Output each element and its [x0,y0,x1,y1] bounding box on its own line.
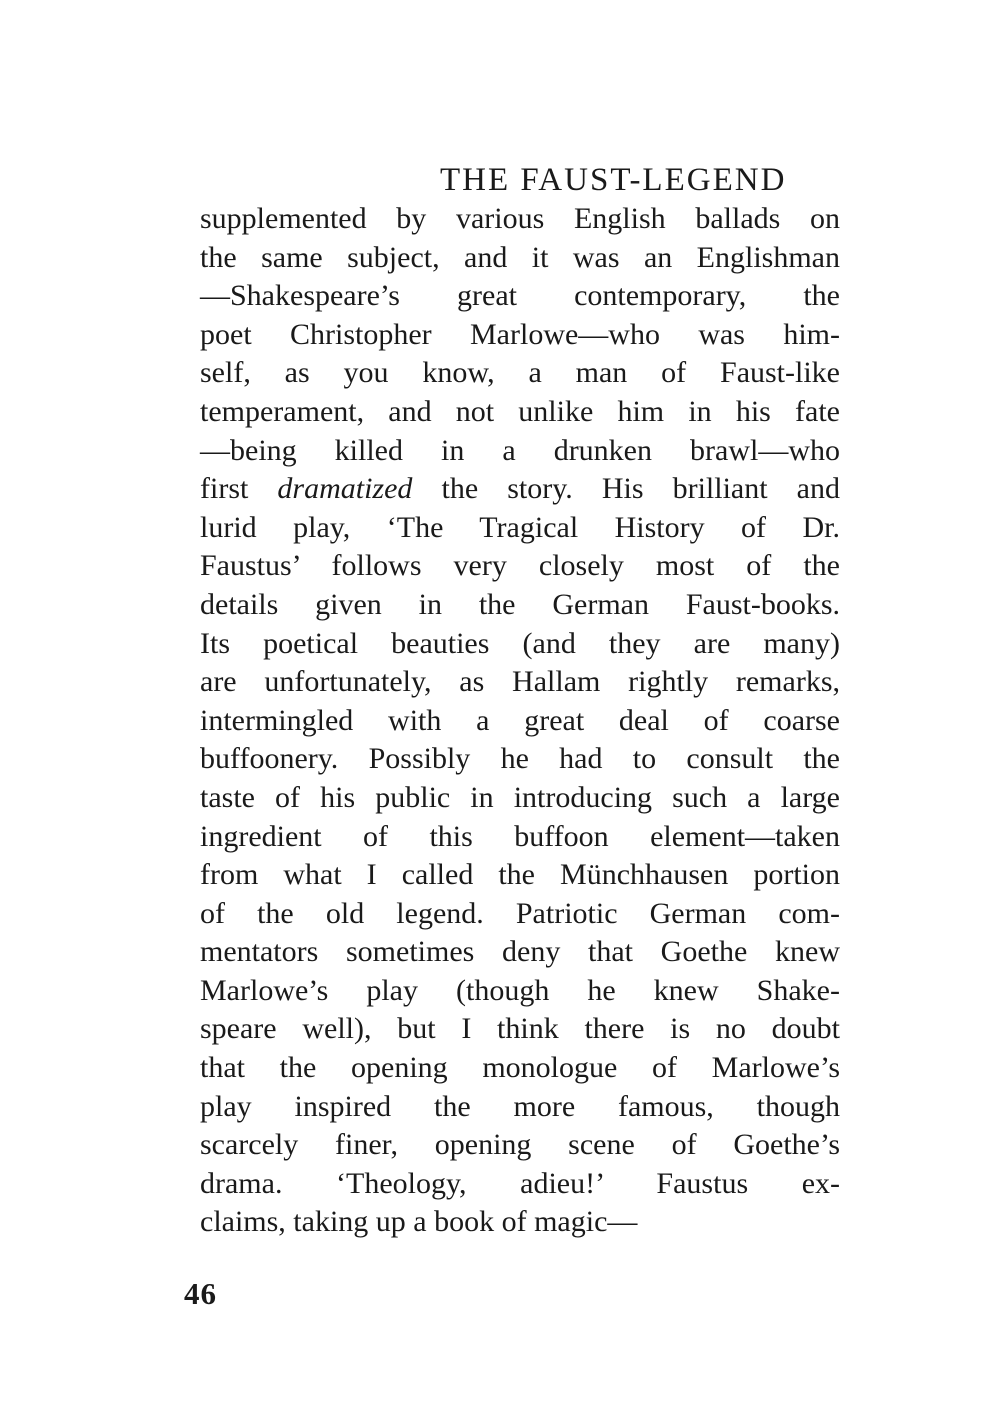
text-line: ingredient of this buffoon element—taken [200,819,840,853]
running-head: THE FAUST-LEGEND [440,162,787,198]
body-text [200,200,840,1242]
text-line: scarcely finer, opening scene of Goethe’s [200,1128,840,1162]
text-line: the same subject, and it was an Englishman [200,240,840,274]
text-line: intermingled with a great deal of coarse [200,703,840,737]
page-number: 46 [184,1276,217,1311]
text-line: speare well), but I think there is no doubt [200,1012,840,1046]
text-line: Its poetical beauties (and they are many) [200,626,840,660]
text-line: lurid play, ‘The Tragical History of Dr. [200,510,840,544]
text-line: from what I called the Münchhausen portion [200,858,840,892]
text-line: buffoonery. Possibly he had to consult the [200,742,840,776]
text-line: play inspired the more famous, though [200,1089,840,1123]
text-line-with-italic [200,470,840,509]
text-line: temperament, and not unlike him in his fate [200,394,840,428]
text-line: of the old legend. Patriotic German com- [200,896,840,930]
text-segment: the story. His brilliant and [412,472,840,506]
text-line: Faustus’ follows very closely most of the [200,549,840,583]
text-line: Marlowe’s play (though he knew Shake- [200,973,840,1007]
text-line: —being killed in a drunken brawl—who [200,433,840,467]
italic-word: dramatized [277,472,413,506]
text-line: —Shakespeare’s great contemporary, the [200,279,840,313]
text-line: poet Christopher Marlowe—who was him- [200,317,840,351]
text-line: drama. ‘Theology, adieu!’ Faustus ex- [200,1166,840,1200]
text-line: taste of his public in introducing such a large [200,780,840,814]
text-line: are unfortunately, as Hallam rightly remarks, [200,665,840,699]
text-line: details given in the German Faust-books. [200,587,840,621]
text-line: mentators sometimes deny that Goethe knew [200,935,840,969]
text-line: that the opening monologue of Marlowe’s [200,1051,840,1085]
text-line-last: claims, taking up a book of magic— [200,1205,638,1239]
text-line: self, as you know, a man of Faust-like [200,356,840,390]
text-line: supplemented by various English ballads on [200,202,840,235]
text-segment: first [200,472,278,506]
